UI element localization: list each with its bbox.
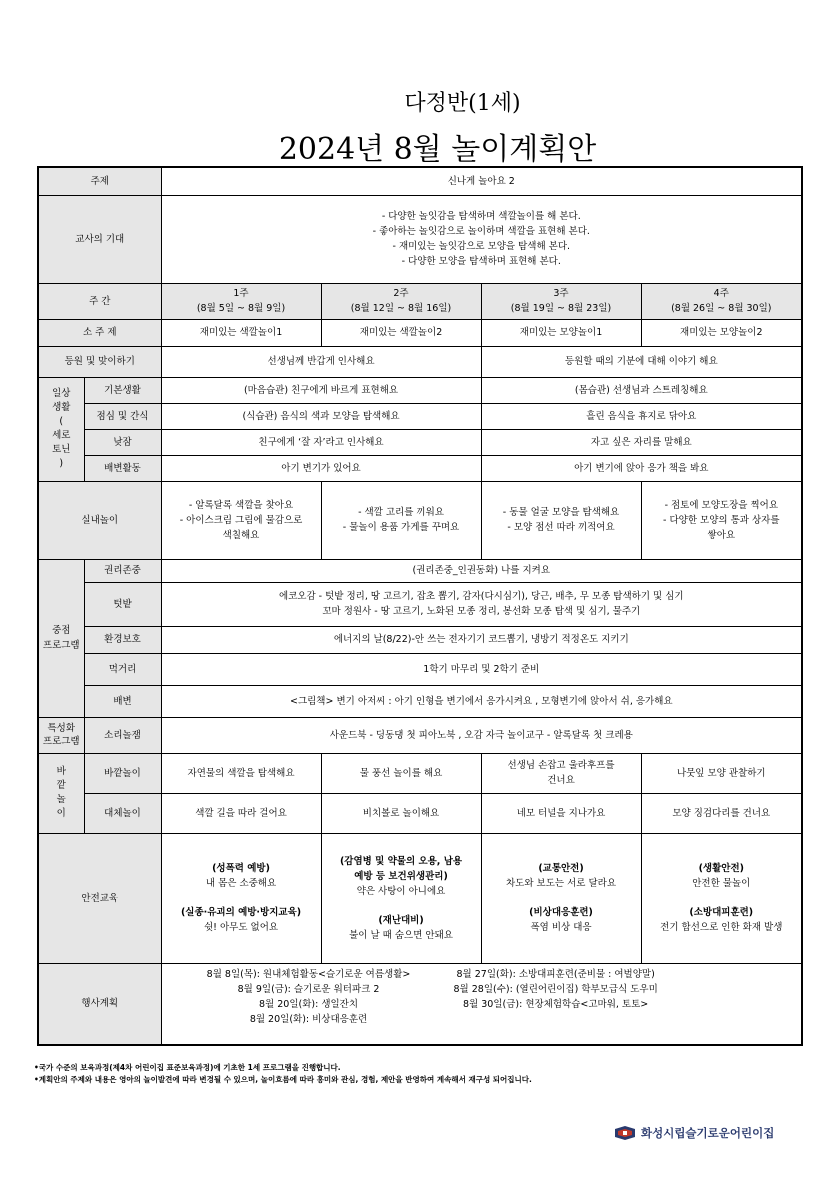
daily-sub-label: 점심 및 간식 (84, 403, 161, 429)
expectation-item: - 재미있는 놀잇감으로 모양을 탐색해 본다. (392, 241, 571, 252)
daily-a: 친구에게 ‘잘 자’라고 인사해요 (161, 429, 481, 455)
focus-value: 에너지의 날(8/22)-안 쓰는 전자기기 코드뽑기, 냉방기 적정온도 지키기 (161, 626, 802, 653)
row-alternative (38, 793, 802, 833)
indoor-week-1: - 알록달록 색깔을 찾아요 - 아이스크림 그림에 물감으로 색칠해요 (161, 481, 321, 559)
focus-value: 에코오감 - 텃밭 정리, 땅 고르기, 잡초 뽑기, 감자(다시심기), 당근, 배추, 무 모종 탐색하기 및 심기 꼬마 정원사 - 땅 고르기, 노화된 모종 정리, 봉선화 모종 탐색 및 심기, 물주기 (161, 582, 802, 626)
focus-value: <그림책> 변기 아저씨 : 아기 인형을 변기에서 응가시켜요 , 모형변기에 앉아서 쉬, 응가해요 (161, 685, 802, 717)
outdoor-week-3: 선생님 손잡고 울라후프를 건너요 (481, 753, 641, 793)
expectation-label: 교사의 기대 (38, 195, 161, 283)
event-item: 8월 9일(금): 슬기로운 워터파크 2 (237, 983, 380, 995)
indoor-week-4: - 점토에 모양도장을 찍어요 - 다양한 모양의 통과 상자를 쌓아요 (641, 481, 802, 559)
event-item: 8월 8일(목): 원내체험활동<슬기로운 여름생활> (206, 968, 411, 980)
row-focus-env (38, 626, 802, 653)
special-label: 특성화 프로그램 (38, 717, 84, 753)
events-label: 행사계획 (38, 963, 161, 1045)
arrival-label: 등원 및 맞이하기 (38, 346, 161, 377)
alternative-week-2: 비치볼로 놀이해요 (321, 793, 481, 833)
weeks-label: 주 간 (38, 283, 161, 319)
daily-b: (몸습관) 선생님과 스트레칭해요 (481, 377, 802, 403)
row-outdoor (38, 753, 802, 793)
row-focus-food (38, 653, 802, 685)
special-value: 사운드북 - 딩동댕 첫 피아노북 , 오감 자극 놀이교구 - 알록달록 첫 크레용 (161, 717, 802, 753)
expectation-list (161, 195, 802, 283)
daily-a: (마음습관) 친구에게 바르게 표현해요 (161, 377, 481, 403)
daily-b: 아기 변기에 앉아 응가 책을 봐요 (481, 455, 802, 481)
event-item: 8월 20일(화): 비상대응훈련 (249, 1013, 368, 1025)
row-indoor (38, 481, 802, 559)
focus-value: 1학기 마무리 및 2학기 준비 (161, 653, 802, 685)
expectation-item: - 다양한 놀잇감을 탐색하며 색깔놀이를 해 본다. (381, 211, 581, 222)
week-1: 1주 (8월 5일 ~ 8월 9일) (161, 283, 321, 319)
week-2: 2주 (8월 12일 ~ 8월 16일) (321, 283, 481, 319)
subtheme-label: 소 주 제 (38, 319, 161, 346)
row-focus-toilet (38, 685, 802, 717)
subtheme-4: 재미있는 모양놀이2 (641, 319, 802, 346)
theme-label: 주제 (38, 167, 161, 195)
daily-b: 자고 싶은 자리를 말해요 (481, 429, 802, 455)
events-list (161, 963, 802, 1045)
special-sub-label: 소리놀잼 (84, 717, 161, 753)
arrival-a: 선생님께 반갑게 인사해요 (161, 346, 481, 377)
class-title: 다정반(1세) (404, 91, 521, 116)
row-focus-rights (38, 559, 802, 582)
subtheme-1: 재미있는 색깔놀이1 (161, 319, 321, 346)
daily-sub-label: 배변활동 (84, 455, 161, 481)
daily-b: 흘린 음식을 휴지로 닦아요 (481, 403, 802, 429)
footnote: •국가 수준의 보육과정(제4차 어린이집 표준보육과정)에 기초한 1세 프로그램을 진행합니다. (34, 1063, 341, 1072)
row-events (38, 963, 802, 1045)
safety-week-4: (생활안전) 안전한 물놀이 (소방대피훈련) 전기 합선으로 인한 화재 발생 (641, 833, 802, 963)
outdoor-label: 바 깥 놀 이 (38, 753, 84, 833)
focus-sub-label: 텃밭 (84, 582, 161, 626)
week-3: 3주 (8월 19일 ~ 8월 23일) (481, 283, 641, 319)
org-logo (613, 1125, 774, 1141)
row-weeks (38, 283, 802, 319)
week-4: 4주 (8월 26일 ~ 8월 30일) (641, 283, 802, 319)
expectation-item: - 좋아하는 놀잇감으로 놀이하며 색깔을 표현해 본다. (372, 226, 590, 237)
focus-sub-label: 배변 (84, 685, 161, 717)
row-subtheme (38, 319, 802, 346)
outdoor-week-2: 물 풍선 놀이를 해요 (321, 753, 481, 793)
focus-label: 중점 프로그램 (38, 559, 84, 717)
outdoor-week-1: 자연물의 색깔을 탐색해요 (161, 753, 321, 793)
arrival-b: 등원할 때의 기분에 대해 이야기 해요 (481, 346, 802, 377)
daily-label: 일상 생활 ( 세로 토닌 ) (38, 377, 84, 481)
row-special (38, 717, 802, 753)
row-expectation (38, 195, 802, 283)
daily-sub-label: 낮잠 (84, 429, 161, 455)
theme-value: 신나게 놀아요 2 (161, 167, 802, 195)
daily-sub-label: 기본생활 (84, 377, 161, 403)
event-item: 8월 20일(화): 생일잔치 (259, 998, 359, 1010)
safety-week-3: (교통안전) 차도와 보도는 서로 달라요 (비상대응훈련) 폭염 비상 대응 (481, 833, 641, 963)
safety-week-2: (감염병 및 약물의 오용, 남용 예방 등 보건위생관리) 약은 사탕이 아니에요 (재난대비) 불이 날 때 숨으면 안돼요 (321, 833, 481, 963)
row-daily-basic (38, 377, 802, 403)
event-item: 8월 28일(수): (열린어린이집) 학부모급식 도우미 (453, 983, 658, 995)
outdoor-week-4: 나뭇잎 모양 관찰하기 (641, 753, 802, 793)
subtheme-3: 재미있는 모양놀이1 (481, 319, 641, 346)
footnote: •계획안의 주제와 내용은 영아의 놀이발견에 따라 변경될 수 있으며, 놀이흐름에 따라 흥미와 관심, 경험, 제안을 반영하여 계속해서 재구성 되어집니다. (34, 1075, 532, 1084)
alternative-week-3: 네모 터널을 지나가요 (481, 793, 641, 833)
footnotes (34, 1062, 532, 1086)
indoor-week-2: - 색깔 고리를 끼워요 - 물놀이 용품 가게를 꾸며요 (321, 481, 481, 559)
event-item: 8월 27일(화): 소방대피훈련(준비물 : 여벌양말) (456, 968, 655, 980)
row-daily-toilet (38, 455, 802, 481)
page-title: 2024년 8월 놀이계획안 (278, 132, 597, 167)
alternative-week-1: 색깔 길을 따라 걸어요 (161, 793, 321, 833)
alternative-sub-label: 대체놀이 (84, 793, 161, 833)
row-theme (38, 167, 802, 195)
safety-week-1: (성폭력 예방) 내 몸은 소중해요 (실종·유괴의 예방·방지교육) 쉿! 아무도 없어요 (161, 833, 321, 963)
org-name: 화성시립슬기로운어린이집 (641, 1126, 775, 1140)
row-focus-garden (38, 582, 802, 626)
play-plan-table (37, 166, 803, 1046)
row-daily-nap (38, 429, 802, 455)
row-arrival (38, 346, 802, 377)
outdoor-sub-label: 바깥놀이 (84, 753, 161, 793)
focus-sub-label: 먹거리 (84, 653, 161, 685)
focus-value: (권리존중_인권동화) 나를 지켜요 (161, 559, 802, 582)
school-emblem-icon (613, 1125, 637, 1141)
alternative-week-4: 모양 징검다리를 건너요 (641, 793, 802, 833)
event-item: 8월 30일(금): 현장체험학습<고마워, 토토> (463, 998, 649, 1010)
daily-a: 아기 변기가 있어요 (161, 455, 481, 481)
safety-label: 안전교육 (38, 833, 161, 963)
row-safety (38, 833, 802, 963)
subtheme-2: 재미있는 색깔놀이2 (321, 319, 481, 346)
indoor-label: 실내놀이 (38, 481, 161, 559)
indoor-week-3: - 동물 얼굴 모양을 탐색해요 - 모양 점선 따라 끼적여요 (481, 481, 641, 559)
expectation-item: - 다양한 모양을 탐색하며 표현해 본다. (401, 256, 561, 267)
daily-a: (식습관) 음식의 색과 모양을 탐색해요 (161, 403, 481, 429)
focus-sub-label: 환경보호 (84, 626, 161, 653)
focus-sub-label: 권리존중 (84, 559, 161, 582)
row-daily-meal (38, 403, 802, 429)
